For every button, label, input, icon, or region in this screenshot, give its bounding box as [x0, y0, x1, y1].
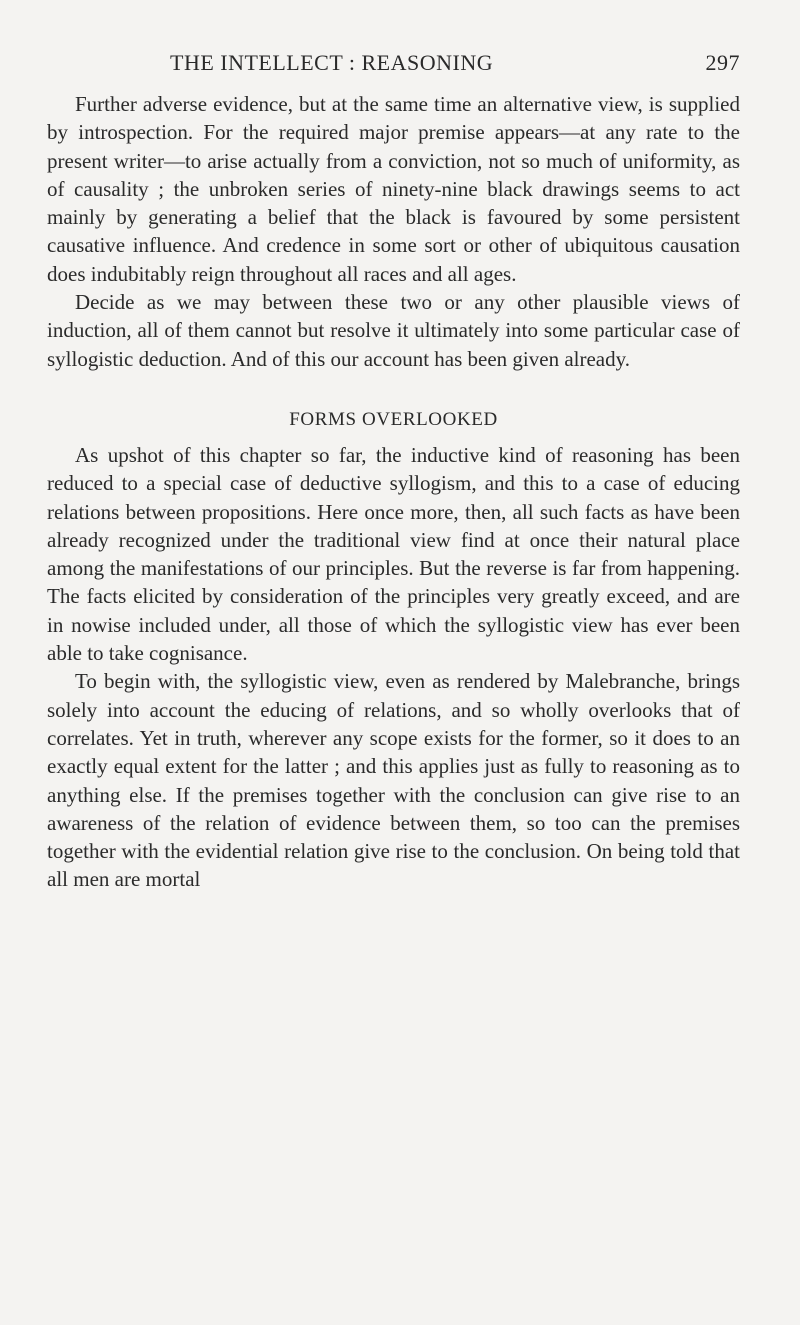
section-heading: FORMS OVERLOOKED: [289, 408, 498, 430]
paragraph: Decide as we may between these two or any other plausible views of induction, all of them cannot but resolve it ultimately into some particular case of syllogistic deduction. And of this our account has been given already.: [47, 290, 740, 371]
running-title: THE INTELLECT : REASONING: [170, 50, 494, 75]
page-header: [170, 50, 740, 86]
paragraph: Further adverse evidence, but at the same time an alternative view, is supplied by introspection. For the required major premise appears—at any rate to the present writer—to arise actually from a conviction, not so much of uniformity, as of causality ; the unbroken series of ninety-nine black drawings seems to act mainly by generating a belief that the black is favoured by some persistent causative influence. And credence in some sort or other of ubiquitous causation does indubitably reign throughout all races and all ages.: [47, 92, 740, 286]
body-text: [47, 90, 740, 894]
paragraph: As upshot of this chapter so far, the inductive kind of reasoning has been reduced to a special case of deductive syllogism, and this to a case of educing relations between propositions. Here once more, then, all such facts as have been already recognized under the traditional view find at once their natural place among the manifestations of our principles. But the reverse is far from happening. The facts elicited by consideration of the principles very greatly exceed, and are in nowise included under, all those of which the syllogistic view has ever been able to take cognisance.: [47, 442, 740, 666]
paragraph: To begin with, the syllogistic view, even as rendered by Malebranche, brings solely into account the educing of relations, and so wholly overlooks that of correlates. Yet in truth, wherever any scope exists for the former, so it does to an exactly equal extent for the latter ; and this applies just as fully to reasoning as to anything else. If the premises together with the conclusion can give rise to an awareness of the relation of evidence between them, so too can the premises together with the evidential relation give rise to the conclusion. On being told that all men are mortal: [47, 669, 740, 892]
page-number: 297: [705, 50, 740, 75]
